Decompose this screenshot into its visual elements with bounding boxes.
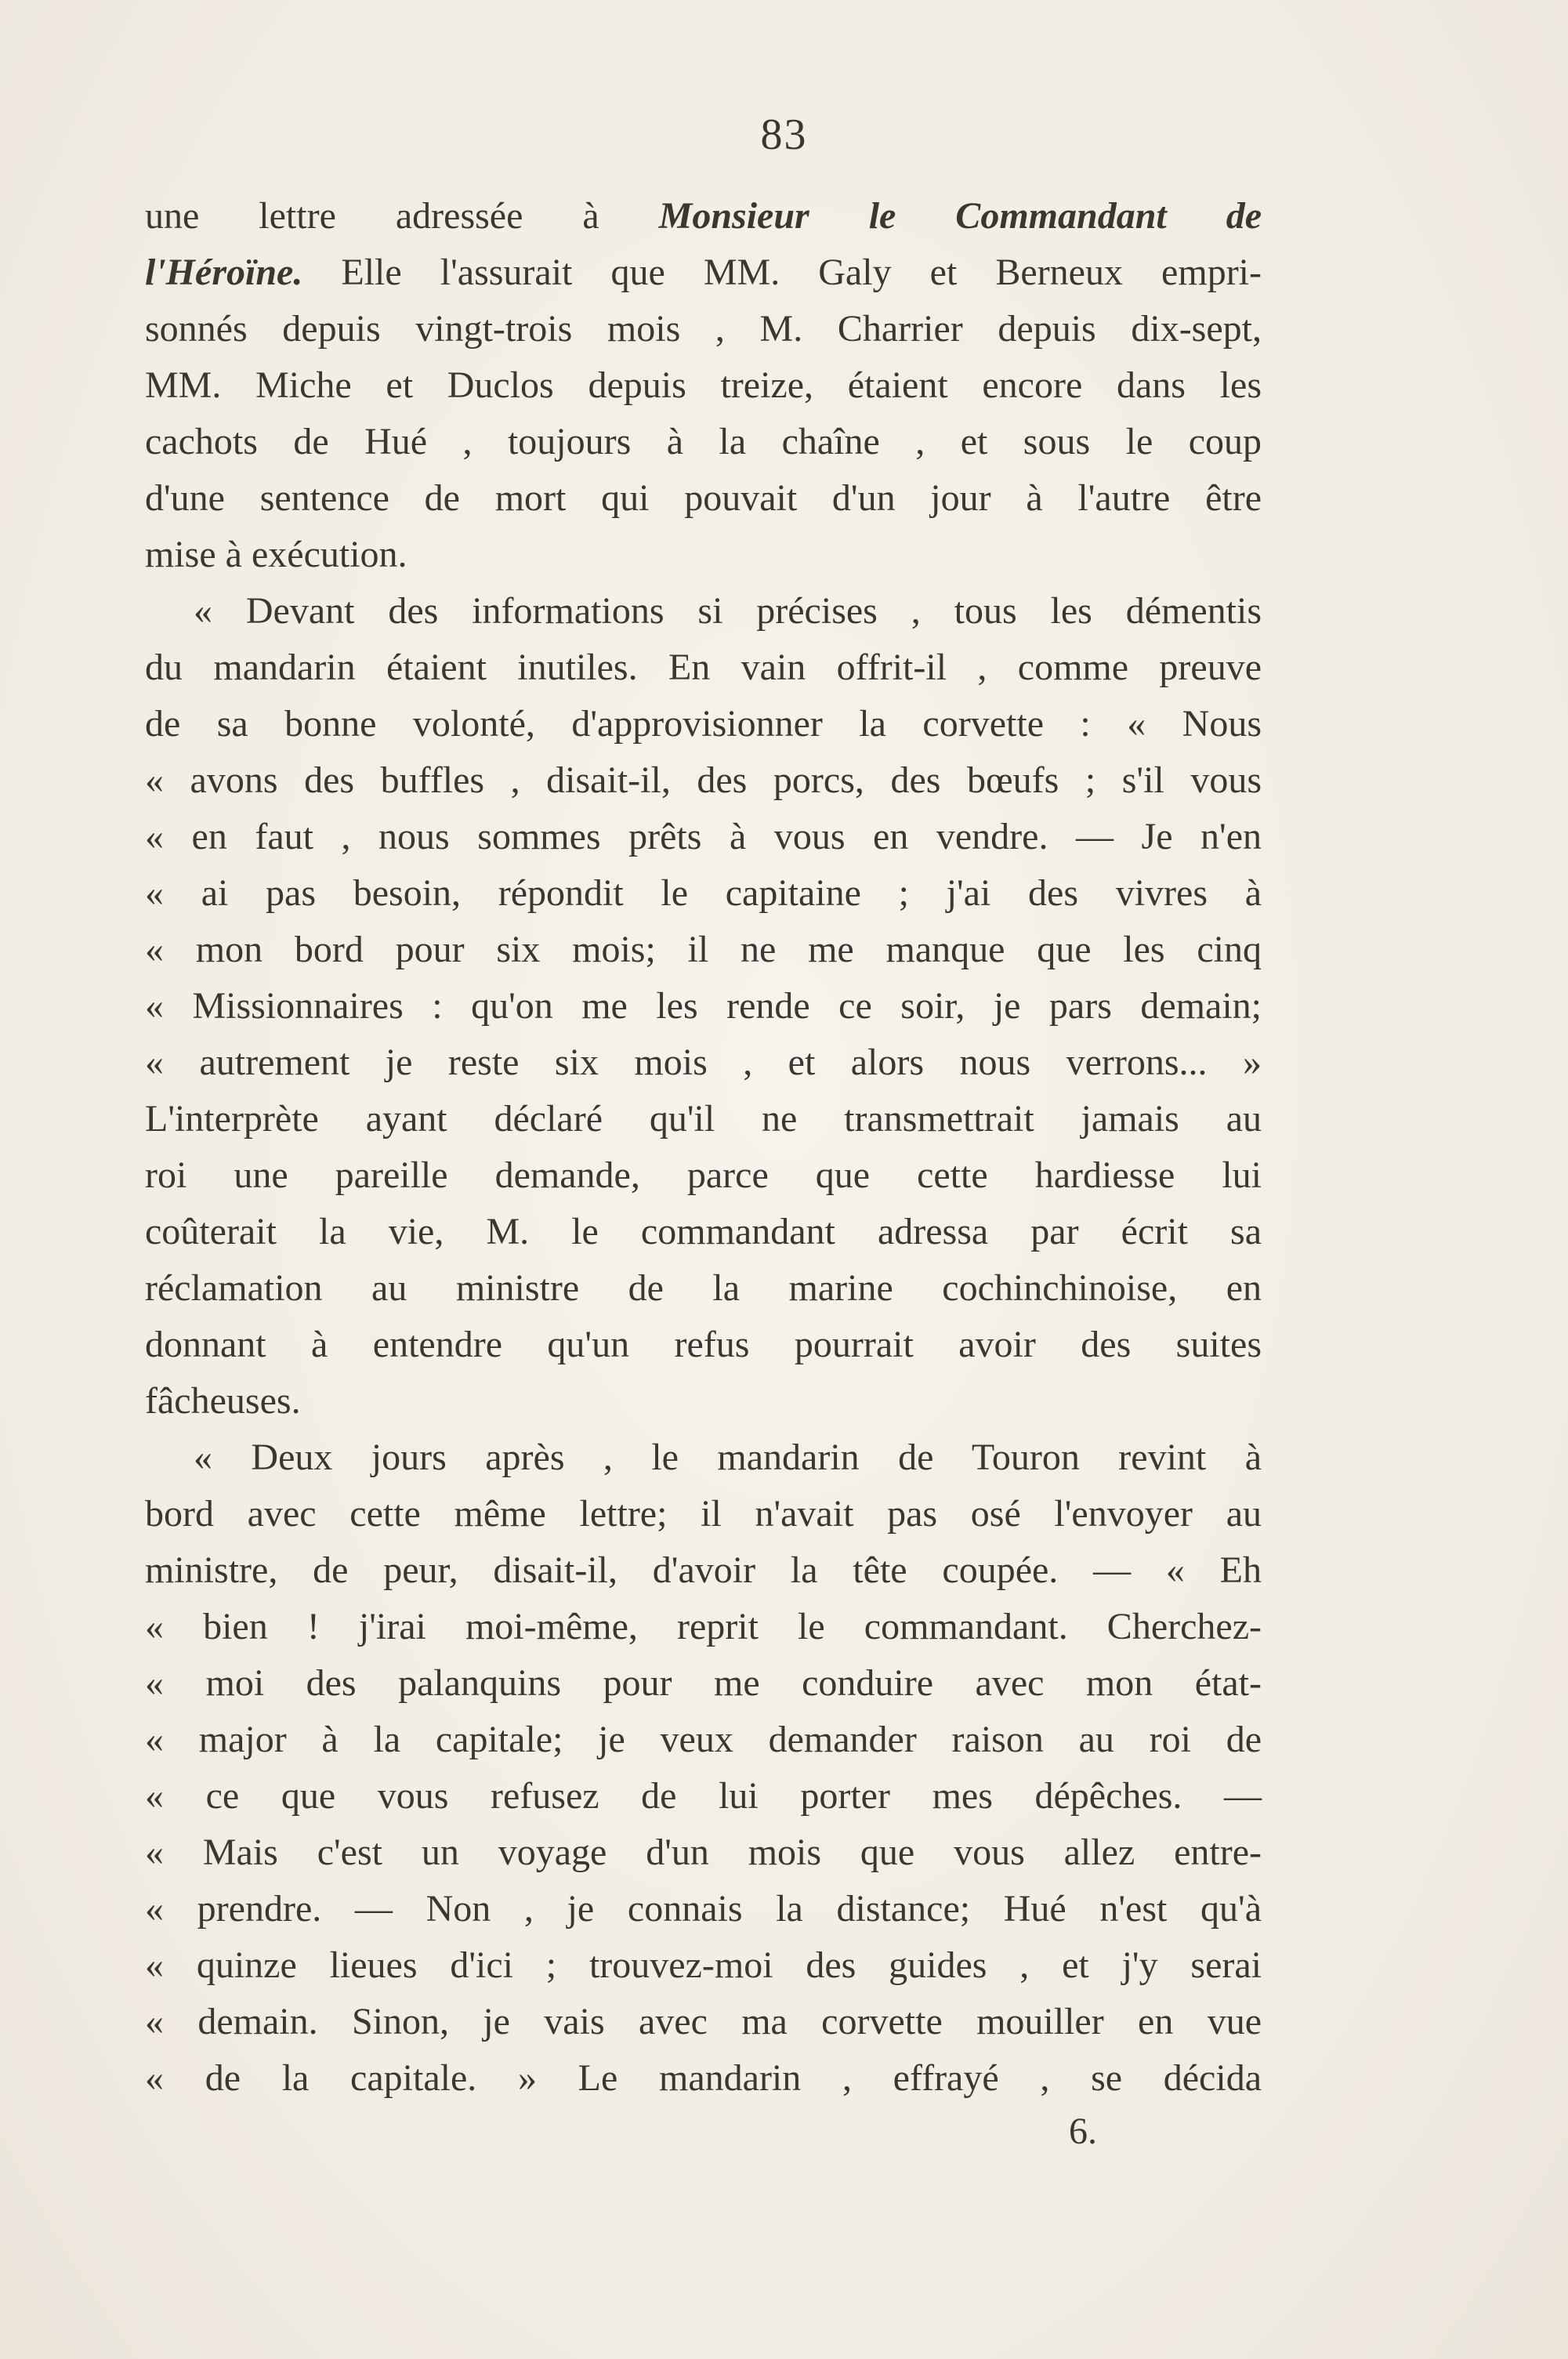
text-line: MM. Miche et Duclos depuis treize, étaient encore dans les: [145, 364, 1262, 406]
text-line: de sa bonne volonté, d'approvisionner la corvette : « Nous: [145, 703, 1262, 745]
text-line: ministre, de peur, disait-il, d'avoir la tête coupée. — « Eh: [145, 1549, 1262, 1591]
text-line: « de la capitale. » Le mandarin , effrayé , se décida: [145, 2057, 1262, 2099]
line-text: Elle l'assurait que MM. Galy et Berneux empri-: [302, 252, 1262, 293]
text-line: cachots de Hué , toujours à la chaîne , et sous le coup: [145, 421, 1262, 462]
text-line: « demain. Sinon, je vais avec ma corvette mouiller en vue: [145, 2001, 1262, 2042]
text-line: bord avec cette même lettre; il n'avait pas osé l'envoyer au: [145, 1493, 1262, 1535]
text-line: réclamation au ministre de la marine cochinchinoise, en: [145, 1267, 1262, 1309]
page-number: 83: [760, 111, 808, 159]
text-line: « major à la capitale; je veux demander raison au roi de: [145, 1719, 1262, 1760]
text-line: « moi des palanquins pour me conduire avec mon état-: [145, 1662, 1262, 1704]
text-line: « ce que vous refusez de lui porter mes dépêches. —: [145, 1775, 1262, 1817]
text-line: « Missionnaires : qu'on me les rende ce soir, je pars demain;: [145, 985, 1262, 1027]
text-line: L'interprète ayant déclaré qu'il ne transmettrait jamais au: [145, 1098, 1262, 1140]
text-line: mise à exécution.: [145, 534, 407, 575]
signature-mark: 6.: [1069, 2111, 1097, 2152]
text-line: « Mais c'est un voyage d'un mois que vous allez entre-: [145, 1832, 1262, 1873]
text-line: « autrement je reste six mois , et alors nous verrons... »: [145, 1042, 1262, 1083]
text-line: coûterait la vie, M. le commandant adressa par écrit sa: [145, 1211, 1262, 1252]
text-line: roi une pareille demande, parce que cette hardiesse lui: [145, 1154, 1262, 1196]
text-line: « quinze lieues d'ici ; trouvez-moi des guides , et j'y serai: [145, 1944, 1262, 1986]
text-line: d'une sentence de mort qui pouvait d'un jour à l'autre être: [145, 477, 1262, 519]
text-line: « mon bord pour six mois; il ne me manque que les cinq: [145, 929, 1262, 970]
text-line: [145, 188, 1262, 245]
text-line: « prendre. — Non , je connais la distance; Hué n'est qu'à: [145, 1888, 1262, 1930]
text-line: « Deux jours après , le mandarin de Touron revint à: [194, 1437, 1262, 1478]
text-line: [145, 245, 1262, 301]
text-line: « Devant des informations si précises , tous les démentis: [194, 590, 1262, 632]
text-line: « avons des buffles , disait-il, des porcs, des bœufs ; s'il vous: [145, 759, 1262, 801]
body-text: [145, 188, 1262, 2157]
text-line: donnant à entendre qu'un refus pourrait avoir des suites: [145, 1324, 1262, 1365]
text-line: fâcheuses.: [145, 1380, 301, 1422]
text-line: « bien ! j'irai moi-même, reprit le commandant. Cherchez-: [145, 1606, 1262, 1647]
text-line: du mandarin étaient inutiles. En vain offrit-il , comme preuve: [145, 647, 1262, 688]
text-line: « ai pas besoin, répondit le capitaine ; j'ai des vivres à: [145, 872, 1262, 914]
text-line: sonnés depuis vingt-trois mois , M. Charrier depuis dix-sept,: [145, 308, 1262, 350]
line-text: une lettre adressée à: [145, 195, 659, 237]
italic-title: Monsieur le Commandant de: [658, 195, 1262, 237]
italic-title: l'Héroïne.: [145, 252, 303, 293]
text-line: « en faut , nous sommes prêts à vous en vendre. — Je n'en: [145, 816, 1262, 857]
